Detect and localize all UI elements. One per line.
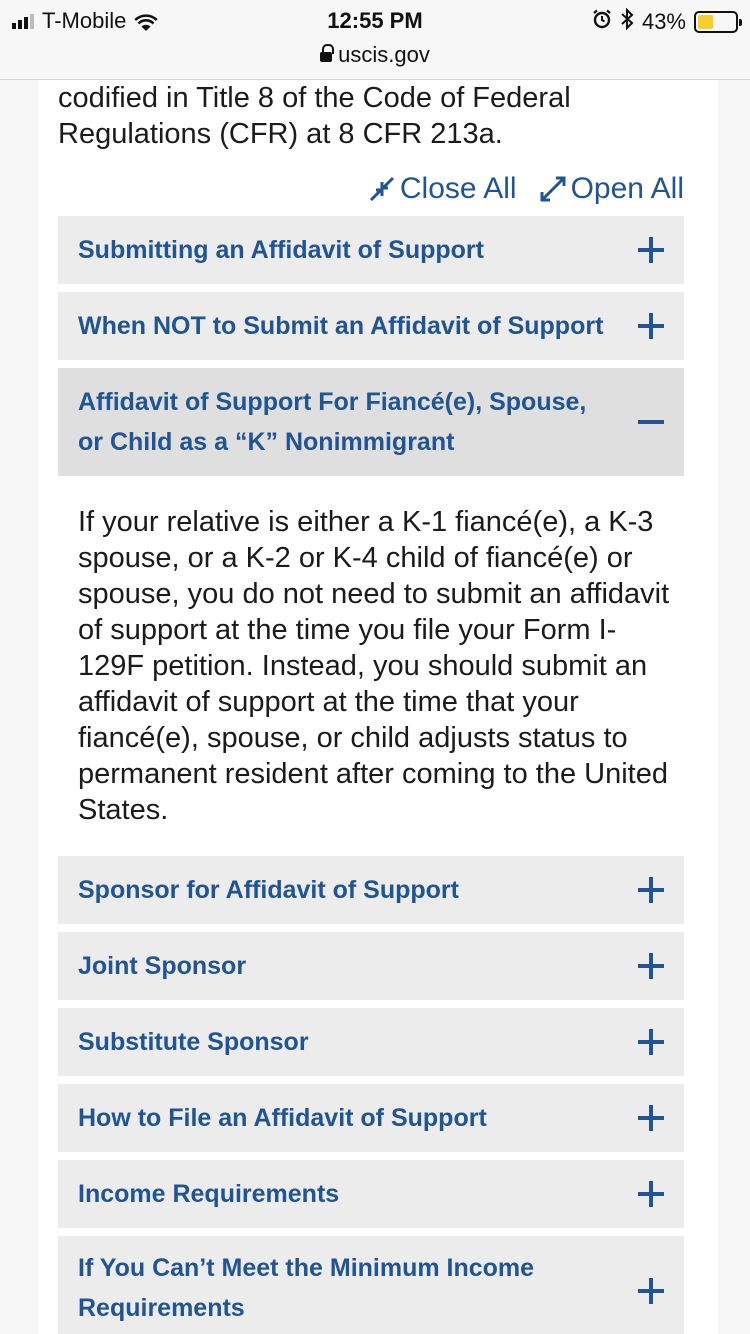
accordion-title: How to File an Affidavit of Support [78, 1104, 487, 1132]
close-all-label: Close All [399, 172, 517, 205]
accordion-title: Income Requirements [78, 1180, 340, 1208]
accordion-submitting-affidavit[interactable] [58, 216, 684, 284]
status-time: 12:55 PM [327, 8, 423, 33]
intro-paragraph: codified in Title 8 of the Code of Federal Regulations (CFR) at 8 CFR 213a. [58, 82, 571, 150]
plus-icon [638, 1029, 664, 1055]
accordion-income-requirements[interactable] [58, 1160, 684, 1228]
expand-arrows-icon [539, 176, 567, 202]
accordion-title: If You Can’t Meet the Minimum Income Requirements [78, 1254, 535, 1322]
accordion-title: Joint Sponsor [78, 952, 247, 980]
accordion-sponsor[interactable] [58, 856, 684, 924]
plus-icon [638, 1105, 664, 1131]
accordion-when-not-to-submit[interactable] [58, 292, 684, 360]
page-content [38, 80, 718, 1334]
close-all-button[interactable] [368, 172, 517, 206]
open-all-button[interactable] [539, 172, 684, 206]
open-all-label: Open All [570, 172, 684, 205]
accordion-title: Affidavit of Support For Fiancé(e), Spouse, or Child as a “K” Nonimmigrant [78, 388, 587, 456]
plus-icon [638, 1278, 664, 1304]
plus-icon [638, 237, 664, 263]
minus-icon [638, 409, 664, 435]
accordion-title: When NOT to Submit an Affidavit of Support [78, 312, 604, 340]
bluetooth-icon [620, 8, 634, 36]
alarm-icon [592, 9, 612, 35]
accordion-title: Substitute Sponsor [78, 1028, 309, 1056]
plus-icon [638, 953, 664, 979]
battery-percent: 43% [641, 9, 686, 34]
accordion-joint-sponsor[interactable] [58, 932, 684, 1000]
lock-icon [320, 49, 332, 63]
accordion-k-nonimmigrant[interactable] [58, 368, 684, 476]
url-domain: uscis.gov [338, 42, 430, 67]
accordion-cant-meet-income[interactable] [58, 1236, 684, 1334]
accordion-controls [368, 172, 684, 206]
accordion-how-to-file[interactable] [58, 1084, 684, 1152]
url-bar[interactable] [0, 42, 750, 68]
status-right [592, 8, 738, 36]
carrier-name: T-Mobile [42, 8, 127, 33]
collapse-arrows-icon [368, 176, 396, 202]
accordion-title: Sponsor for Affidavit of Support [78, 876, 459, 904]
plus-icon [638, 313, 664, 339]
plus-icon [638, 1181, 664, 1207]
plus-icon [638, 877, 664, 903]
accordion-title: Submitting an Affidavit of Support [78, 236, 484, 264]
accordion-panel-body: If your relative is either a K-1 fiancé(e), a K-3 spouse, or a K-2 or K-4 child of fiancé(e) or spouse, you do not need to submit an affidavit of support at the time you file your Form I-129F petition. Instead, you should submit an affidavit of support at the time that your fiancé(e), spouse, or child adjusts status to permanent resident after coming to the United States. [78, 506, 670, 826]
browser-top-bar [0, 0, 750, 80]
accordion-substitute-sponsor[interactable] [58, 1008, 684, 1076]
battery-icon [694, 11, 738, 33]
